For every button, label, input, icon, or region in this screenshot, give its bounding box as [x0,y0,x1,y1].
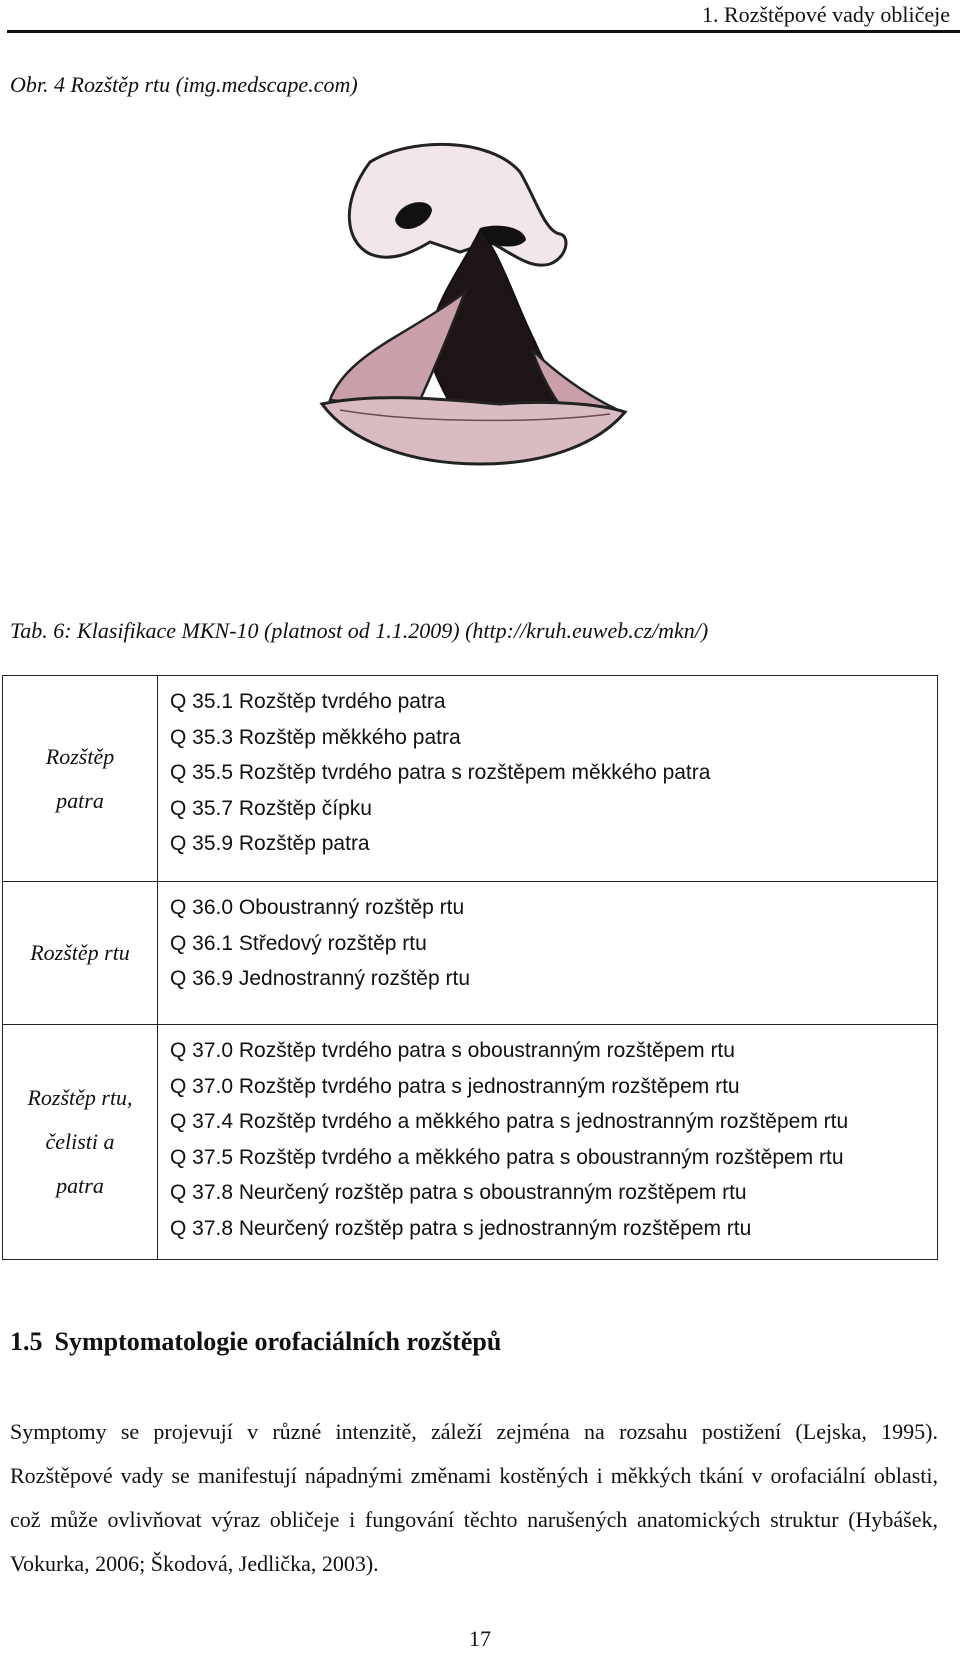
header-rule [7,30,960,33]
table-row [3,676,938,882]
category-label: Rozštěp rtu [30,940,130,965]
category-label: čelisti a [45,1129,115,1154]
code-item: Q 35.1 Rozštěp tvrdého patra [170,690,446,713]
figure-caption: Obr. 4 Rozštěp rtu (img.medscape.com) [10,72,358,97]
table-caption: Tab. 6: Klasifikace MKN-10 (platnost od 1.1.2009) (http://kruh.euweb.cz/mkn/) [10,618,709,643]
section-number: 1.5 [10,1327,43,1356]
code-item: Q 37.5 Rozštěp tvrdého a měkkého patra s oboustranným rozštěpem rtu [170,1145,844,1169]
mkn-classification-table [2,675,938,1260]
code-item: Q 36.0 Oboustranný rozštěp rtu [170,896,465,919]
body-paragraph: Symptomy se projevují v různé intenzitě, záleží zejména na rozsahu postižení (Lejska, 1995). Rozštěpové vady se manifestují nápadnými změnami kostěných i měkkých tkání v orofaciální oblasti, což může ovlivňovat výraz obličeje i fungování těchto narušených anatomických struktur (Hybášek, Vokurka, 2006; Škodová, Jedlička, 2003). [10,1419,938,1576]
codes-cell [158,882,938,1025]
code-item: Q 35.7 Rozštěp čípku [170,796,372,820]
code-item: Q 35.3 Rozštěp měkkého patra [170,725,461,749]
category-cell [3,1025,158,1260]
codes-cell [158,1025,938,1260]
code-item: Q 37.0 Rozštěp tvrdého patra s jednostranným rozštěpem rtu [170,1074,740,1098]
table-row [3,1025,938,1260]
code-item: Q 36.9 Jednostranný rozštěp rtu [170,967,470,990]
category-cell [3,676,158,882]
code-item: Q 35.9 Rozštěp patra [170,832,370,855]
code-item: Q 37.8 Neurčený rozštěp patra s jednostranným rozštěpem rtu [170,1216,752,1240]
category-label: patra [56,787,104,813]
page-number: 17 [469,1626,491,1651]
category-label: Rozštěp rtu, [27,1085,133,1110]
category-label: Rozštěp [45,743,115,769]
section-heading [10,1327,501,1357]
category-label: patra [56,1173,104,1198]
category-cell [3,882,158,1025]
section-title: Symptomatologie orofaciálních rozštěpů [54,1327,502,1356]
code-item: Q 37.0 Rozštěp tvrdého patra s oboustranným rozštěpem rtu [170,1039,735,1062]
running-header: 1. Rozštěpové vady obličeje [701,2,950,27]
cleft-lip-illustration [300,142,650,472]
code-item: Q 37.8 Neurčený rozštěp patra s oboustranným rozštěpem rtu [170,1181,747,1204]
code-item: Q 36.1 Středový rozštěp rtu [170,931,427,955]
codes-cell [158,676,938,882]
table-row [3,882,938,1025]
code-item: Q 35.5 Rozštěp tvrdého patra s rozštěpem měkkého patra [170,761,711,784]
code-item: Q 37.4 Rozštěp tvrdého a měkkého patra s jednostranným rozštěpem rtu [170,1110,849,1133]
